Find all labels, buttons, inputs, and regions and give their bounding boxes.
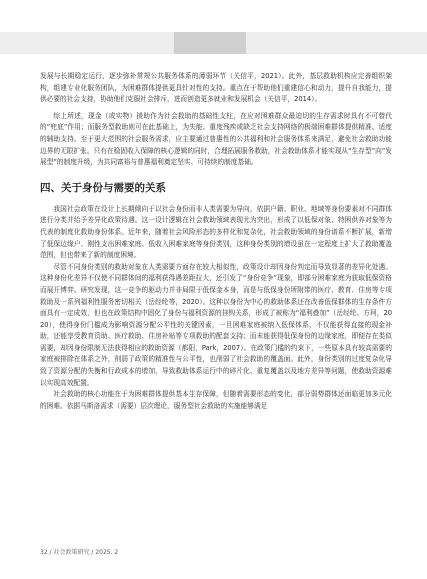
paragraph: 我国社会政策在设计上长期倾向于以社会身份而非人类需要为导向，依据户籍、职业、地域等身份要素对不同群体进行分类并给予差异化政策待遇。这一设计逻辑在社会救助领域表现尤为突出，形成了以低保对象、特困供养对象等为代表的制度化救助身份体系。近年来，随着社会风险形态的多样化和复杂化，社会救助领域的身份谱系不断扩展，新增了低保边缘户、刚性支出困难家庭、低收入困难家庭等身份类别，这种身份类别的增设虽在一定程度上扩大了救助覆盖范围，但也带来了新的制度困境。 <box>40 204 392 260</box>
header-bar-left <box>0 32 174 54</box>
paragraph: 社会救助的核心功能在于为困难群体提供基本生存保障，但随着需要形态的变化，部分弱势群体还面临更加多元化的困难。依据马斯洛需求（需要）层次理论，服务型社会救助的实施能够满足 <box>40 390 392 410</box>
paragraph-continued: 发展与长期稳定运行，逐步弥补常规公共服务体系的薄弱环节（关信平，2021）。此外，基层救助机构应完善组织架构，组建专业化服务团队，为困难群体提供更具针对性的支持。重点在于帮助他们重建信心和动力，提升自我能力，提供必要的社会支持，协助他们克服社会排斥，进而创造更多就业和发展机会（关信平，2014）。 <box>40 72 392 104</box>
paragraph-summary: 综上所述，现金（或实物）援助作为社会救助的基础性支柱，在应对困难群众最迫切的生存需求时具有不可替代的“兜底”作用；而服务型救助则可在此基础上，为失能、重度残疾或缺乏社会支持网络的极端困难群体提供精准、适度的辅助支持。至于更大范围的社会服务需求，应主要通过普惠性的公共福利和社会服务体系来满足，避免社会救助功能边界的无限扩张。只有在稳固收入保障的核心逻辑的同时，合理拓展服务救助，社会救助体系才能实现从“生存型”向“发展型”的制度升级，为共同富裕与普惠福利奠定坚实、可持续的制度基础。 <box>40 111 392 167</box>
section-heading: 四、关于身份与需要的关系 <box>40 181 166 194</box>
article-body <box>40 71 392 412</box>
header-bar-right <box>246 32 427 54</box>
page-footer: 32 / 社会政策研究 / 2025. 2 <box>40 549 119 556</box>
header-bar-accent <box>174 32 246 54</box>
paragraph: 尽管不同身份类别的救助对象在人类需要方面存在较大相似性，政策设计却因身份判定而导致显著的差异化处遇。这种身份化差异不仅使不同群体间的福利获得遇差距拉大，还引发了“身份竞争”现象，即部分困难家庭为获取低保资格而展开博弈。研究发现，这一竞争的驱动力并非局限于低保金本身，而是与低保身份所附带的医疗、教育、住房等专项救助及一系列福利性服务密切相关（岳经纶等，2020）。这种以身份为中心的救助体系还在改善低保群体的生存条件方面具有一定成效，但也在政策结构中固化了身份与福利资源的挂钩关系，形成了被称为“福利叠加”（岳经纶、方珂，2020），使得身份门槛成为影响资源分配公平性的关键因素，一旦困难家庭被纳入低保体系，不仅能获得直接的现金补助，还能享受教育资助、医疗救助、住房补贴等专项救助的配套支持；而未能获得低保身份的边缘家庭，即便存在类似需要，却因身份限制无法获得相应的救助资源（都阳，Park，2007）。在政策门槛的约束下，一些原本具有较高需要的家庭被排除在体系之外，削弱了政策的精准性与公平性，也削弱了社会救助的覆盖面。此外，身份类别的过度复杂化导致了资源分配的失衡和行政成本的增加，导致救助体系运行中的碎片化、重复覆盖以及地方差异等问题，使救助资源难以实现高效配置。 <box>40 262 392 387</box>
journal-header-bar <box>0 32 427 54</box>
